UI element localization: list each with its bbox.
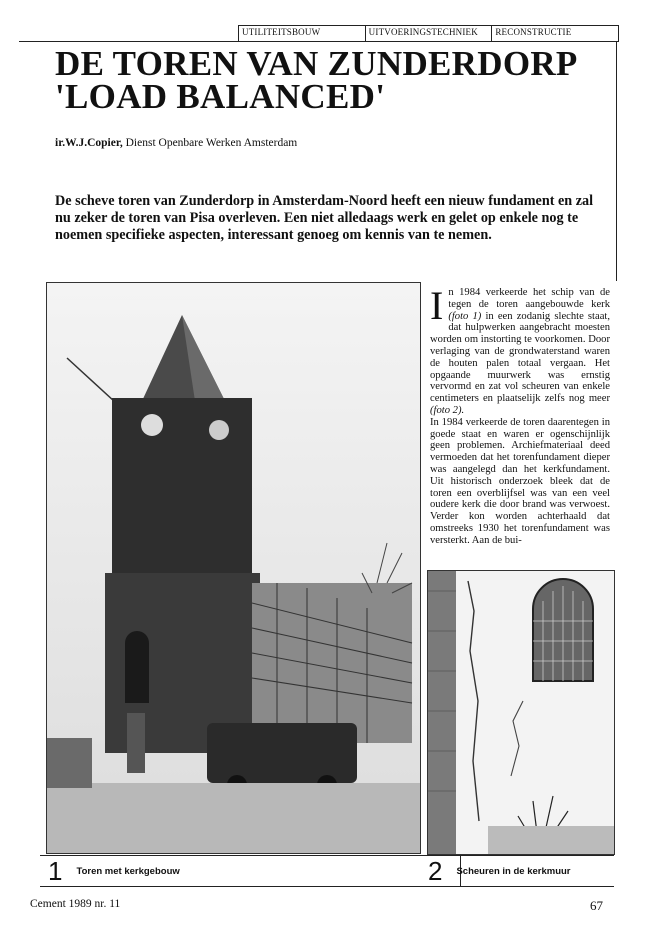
caption-1 — [48, 856, 180, 886]
title-rule-right — [616, 41, 617, 281]
caption-2-text: Scheuren in de kerkmuur — [456, 865, 571, 877]
title-line-2: 'LOAD BALANCED' — [55, 77, 386, 116]
caption-2 — [428, 856, 571, 886]
paragraph-1 — [430, 283, 610, 417]
tag-uitvoeringstechniek: UITVOERINGSTECHNIEK — [366, 26, 493, 41]
paragraph-2: In 1984 verkeerde de toren daarentegen in goede staat en waren er ogenschijnlijk geen problemen. Archiefmateriaal deed vermoeden dat het torenfundament dieper was aangelegd dan het kerkfundament. Uit historisch onderzoek bleek dat de toren een overblijfsel was van een veel oudere kerk die door brand was verwoest. Verder kon worden achterhaald dat omstreeks 1930 het torenfundament was versterkt. Aan de bui- — [430, 416, 610, 546]
title-rule — [19, 41, 617, 42]
author-organisation: Dienst Openbare Werken Amsterdam — [125, 137, 298, 149]
body-text-column — [430, 283, 610, 547]
page-number: 67 — [590, 898, 603, 913]
title-line-1: DE TOREN VAN ZUNDERDORP — [55, 44, 578, 83]
caption-1-text: Toren met kerkgebouw — [76, 865, 180, 877]
tag-utiliteitsbouw: UTILITEITSBOUW — [239, 26, 366, 41]
drop-cap: I — [430, 283, 444, 328]
article-title — [55, 44, 578, 116]
photo-reference-1: (foto 1) — [448, 310, 482, 322]
caption-bar — [40, 855, 614, 887]
photo-reference-2: (foto 2). — [430, 404, 465, 416]
tag-reconstructie: RECONSTRUCTIE — [495, 27, 572, 37]
author-line — [55, 137, 297, 149]
caption-1-number: 1 — [48, 855, 63, 886]
paragraph-1-text-a: n 1984 verkeerde het schip van de tegen de toren aangebouwde kerk — [448, 287, 610, 310]
section-tags — [238, 25, 619, 42]
author-name: ir.W.J.Copier, — [55, 137, 123, 149]
lead-paragraph: De scheve toren van Zunderdorp in Amsterdam-Noord heeft een nieuw fundament en zal nu zeker de toren van Pisa overleven. Een niet alledaags werk en gelet op enkele nog te noemen specifieke aspecten, interessant genoeg om kennis van te nemen. — [55, 193, 594, 243]
caption-2-number: 2 — [428, 855, 443, 886]
photo-cracks-in-wall — [427, 570, 615, 855]
photo-tower-with-church — [46, 282, 421, 854]
publication-info: Cement 1989 nr. 11 — [30, 898, 121, 910]
paragraph-1-text-b: in een zodanig slechte staat, dat hulpwerken aangebracht moesten worden om instorting te voorkomen. Door verlaging van de grondwaterstand waren de houten palen totaal vergaan. Het opgaande muurwerk was ernstig vervormd en zat vol scheuren van enkele centimeters en plaatselijk zelfs nog meer — [430, 310, 610, 405]
